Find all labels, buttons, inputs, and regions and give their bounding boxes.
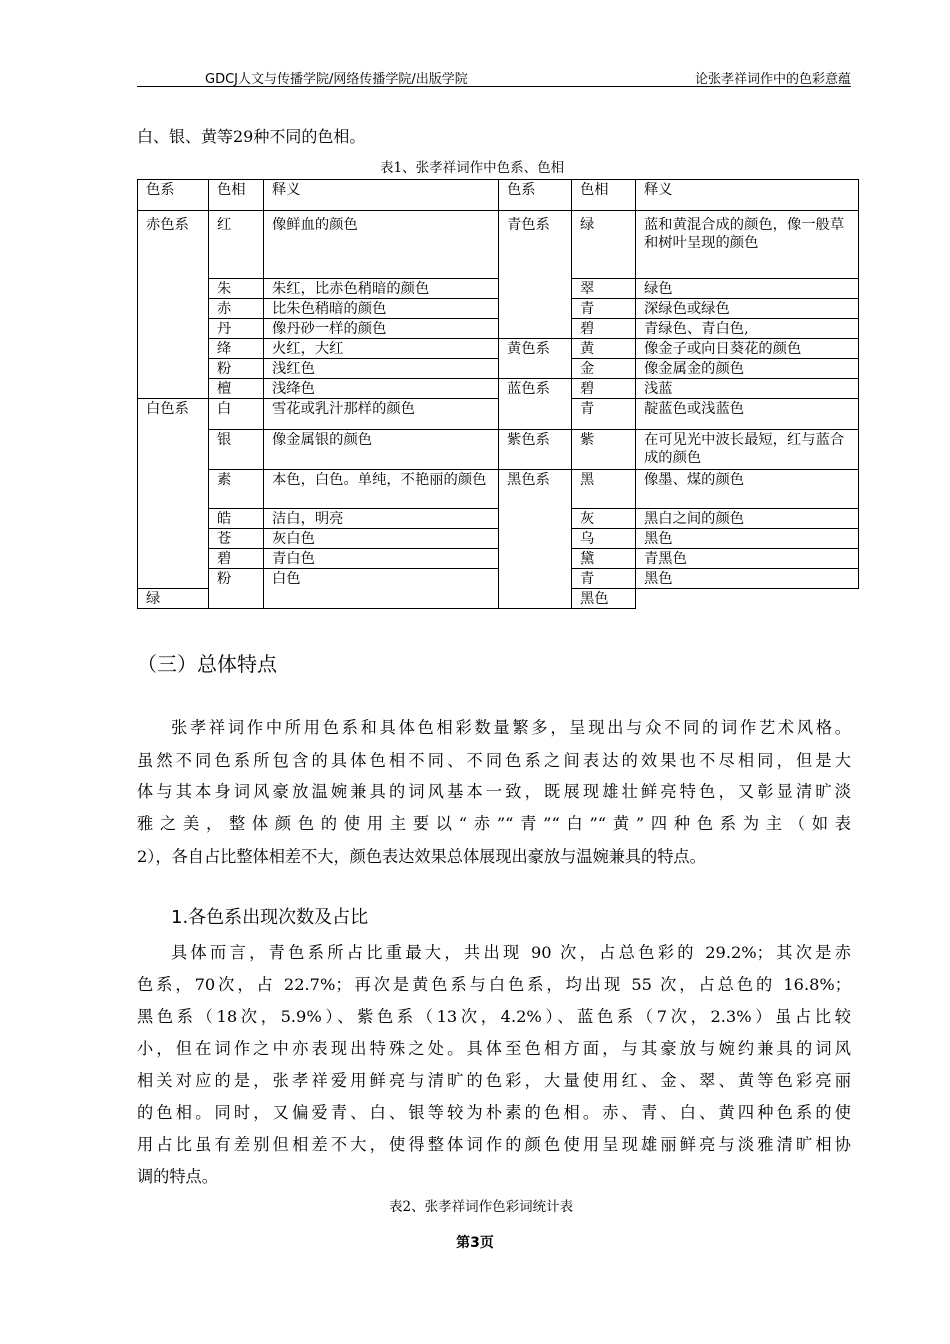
subsection-title: 1.各色系出现次数及占比 (171, 907, 369, 928)
table-row (138, 379, 859, 399)
paragraph-line: 色系，70次，占 22.7%；再次是黄色系与白色系，均出现 55 次，占总色的 16.8%； (137, 975, 851, 994)
header-rule (137, 86, 851, 87)
page-number: 第3页 (456, 1235, 494, 1251)
header-right: 论张孝祥词作中的色彩意蕴 (694, 72, 851, 87)
hue-cell: 粉 (209, 569, 264, 609)
hue-cell: 绛 (209, 339, 264, 359)
hue-cell: 紫 (572, 430, 636, 470)
desc-cell: 黑色 (636, 529, 859, 549)
desc-cell: 火红，大红 (264, 339, 499, 359)
hue-cell: 绿 (572, 211, 636, 279)
table-row (138, 569, 859, 589)
table-row (138, 279, 859, 299)
table1-caption: 表1、张孝祥词作中色系、色相 (380, 160, 565, 176)
hue-cell: 碧 (572, 319, 636, 339)
group-cell: 黑色系 (499, 470, 572, 609)
table-row (138, 211, 859, 279)
paragraph-line: 用占比虽有差别但相差不大，使得整体词作的颜色使用呈现雄丽鲜亮与淡雅清旷相协 (137, 1135, 851, 1154)
hue-cell: 白 (209, 399, 264, 430)
header-left: GDCJ人文与传播学院/网络传播学院/出版学院 (205, 72, 468, 87)
desc-cell: 雪花或乳汁那样的颜色 (264, 399, 499, 430)
table2-caption: 表2、张孝祥词作色彩词统计表 (389, 1199, 574, 1215)
paragraph-line: 具体而言，青色系所占比重最大，共出现 90 次，占总色彩的 29.2%；其次是赤 (171, 943, 851, 962)
paragraph-line: 黑色系（18次，5.9%）、紫色系（13次，4.2%）、蓝色系（7次，2.3%）虽占比较 (137, 1007, 851, 1026)
paragraph-line: 相关对应的是，张孝祥爱用鲜亮与清旷的色彩，大量使用红、金、翠、黄等色彩亮丽 (137, 1071, 851, 1090)
th-hue: 色相 (209, 180, 264, 211)
hue-cell: 黄 (572, 339, 636, 359)
table-row (138, 529, 859, 549)
table-header-row (138, 180, 859, 211)
color-table (137, 179, 859, 609)
paragraph-line: 体与其本身词风豪放温婉兼具的词风基本一致，既展现雄壮鲜亮特色，又彰显清旷淡 (137, 782, 851, 801)
paragraph-line: 虽然不同色系所包含的具体色相不同、不同色系之间表达的效果也不尽相同，但是大 (137, 751, 851, 770)
table-row (138, 339, 859, 359)
desc-cell: 比朱色稍暗的颜色 (264, 299, 499, 319)
hue-cell: 碧 (209, 549, 264, 569)
desc-cell: 黑白之间的颜色 (636, 509, 859, 529)
hue-cell: 翠 (572, 279, 636, 299)
group-cell: 紫色系 (499, 430, 572, 470)
group-cell: 赤色系 (138, 211, 209, 399)
paragraph-line: 小，但在词作之中亦表现出特殊之处。具体至色相方面，与其豪放与婉约兼具的词风 (137, 1039, 851, 1058)
desc-cell: 洁白，明亮 (264, 509, 499, 529)
th-hue: 色相 (572, 180, 636, 211)
desc-cell: 青黑色 (636, 549, 859, 569)
desc-cell: 黑色 (636, 569, 859, 589)
hue-cell: 苍 (209, 529, 264, 549)
hue-cell: 丹 (209, 319, 264, 339)
hue-cell: 檀 (209, 379, 264, 399)
table-row (138, 509, 859, 529)
desc-cell: 浅蓝 (636, 379, 859, 399)
hue-cell: 青 (572, 569, 636, 589)
hue-cell: 银 (209, 430, 264, 470)
desc-cell: 像鲜血的颜色 (264, 211, 499, 279)
paragraph-line: 调的特点。 (137, 1167, 218, 1186)
hue-cell: 青 (572, 399, 636, 430)
paragraph-line: 的色相。同时，又偏爱青、白、银等较为朴素的色相。赤、青、白、黄四种色系的使 (137, 1103, 851, 1122)
desc-cell: 绿色 (636, 279, 859, 299)
group-cell: 青色系 (499, 211, 572, 339)
paragraph-line: 雅之美，整体颜色的使用主要以“赤”“青”“白”“黄”四种色系为主（如表 (137, 814, 851, 833)
hue-cell: 金 (572, 359, 636, 379)
th-group: 色系 (138, 180, 209, 211)
desc-cell: 蓝和黄混合成的颜色，像一般草和树叶呈现的颜色 (636, 211, 859, 279)
desc-cell: 像墨、煤的颜色 (636, 470, 859, 509)
desc-cell: 靛蓝色或浅蓝色 (636, 399, 859, 430)
hue-cell: 青 (572, 299, 636, 319)
table-row (138, 470, 859, 509)
hue-cell: 碧 (572, 379, 636, 399)
desc-cell: 像丹砂一样的颜色 (264, 319, 499, 339)
desc-cell: 浅绛色 (264, 379, 499, 399)
hue-cell: 黑 (572, 470, 636, 509)
desc-cell: 像金子或向日葵花的颜色 (636, 339, 859, 359)
table-row (138, 549, 859, 569)
table-row (138, 359, 859, 379)
hue-cell: 红 (209, 211, 264, 279)
th-desc: 释义 (264, 180, 499, 211)
table-row (138, 399, 859, 430)
desc-cell: 像金属银的颜色 (264, 430, 499, 470)
desc-cell: 青绿色、青白色, (636, 319, 859, 339)
hue-cell: 乌 (572, 529, 636, 549)
section-title: （三）总体特点 (137, 652, 277, 676)
table-row (138, 430, 859, 470)
desc-cell: 浅红色 (264, 359, 499, 379)
desc-cell: 本色，白色。单纯，不艳丽的颜色 (264, 470, 499, 509)
desc-cell: 深绿色或绿色 (636, 299, 859, 319)
hue-cell: 粉 (209, 359, 264, 379)
hue-cell: 皓 (209, 509, 264, 529)
group-cell: 黄色系 (499, 339, 572, 379)
th-desc: 释义 (636, 180, 859, 211)
desc-cell: 像金属金的颜色 (636, 359, 859, 379)
intro-line: 白、银、黄等29种不同的色相。 (137, 127, 366, 146)
hue-cell: 灰 (572, 509, 636, 529)
desc-cell: 白色 (264, 569, 499, 609)
table-row (138, 299, 859, 319)
desc-cell: 朱红，比赤色稍暗的颜色 (264, 279, 499, 299)
table-row (138, 319, 859, 339)
desc-cell: 灰白色 (264, 529, 499, 549)
group-cell: 白色系 (138, 399, 209, 589)
hue-cell: 绿 (138, 589, 209, 609)
paragraph-line: 张孝祥词作中所用色系和具体色相彩数量繁多，呈现出与众不同的词作艺术风格。 (171, 718, 851, 737)
hue-cell: 赤 (209, 299, 264, 319)
th-group: 色系 (499, 180, 572, 211)
desc-cell: 青白色 (264, 549, 499, 569)
desc-cell: 黑色 (572, 589, 636, 609)
paragraph-line: 2），各自占比整体相差不大，颜色表达效果总体展现出豪放与温婉兼具的特点。 (137, 847, 706, 866)
desc-cell: 在可见光中波长最短，红与蓝合成的颜色 (636, 430, 859, 470)
group-cell: 蓝色系 (499, 379, 572, 430)
hue-cell: 朱 (209, 279, 264, 299)
hue-cell: 素 (209, 470, 264, 509)
hue-cell: 黛 (572, 549, 636, 569)
